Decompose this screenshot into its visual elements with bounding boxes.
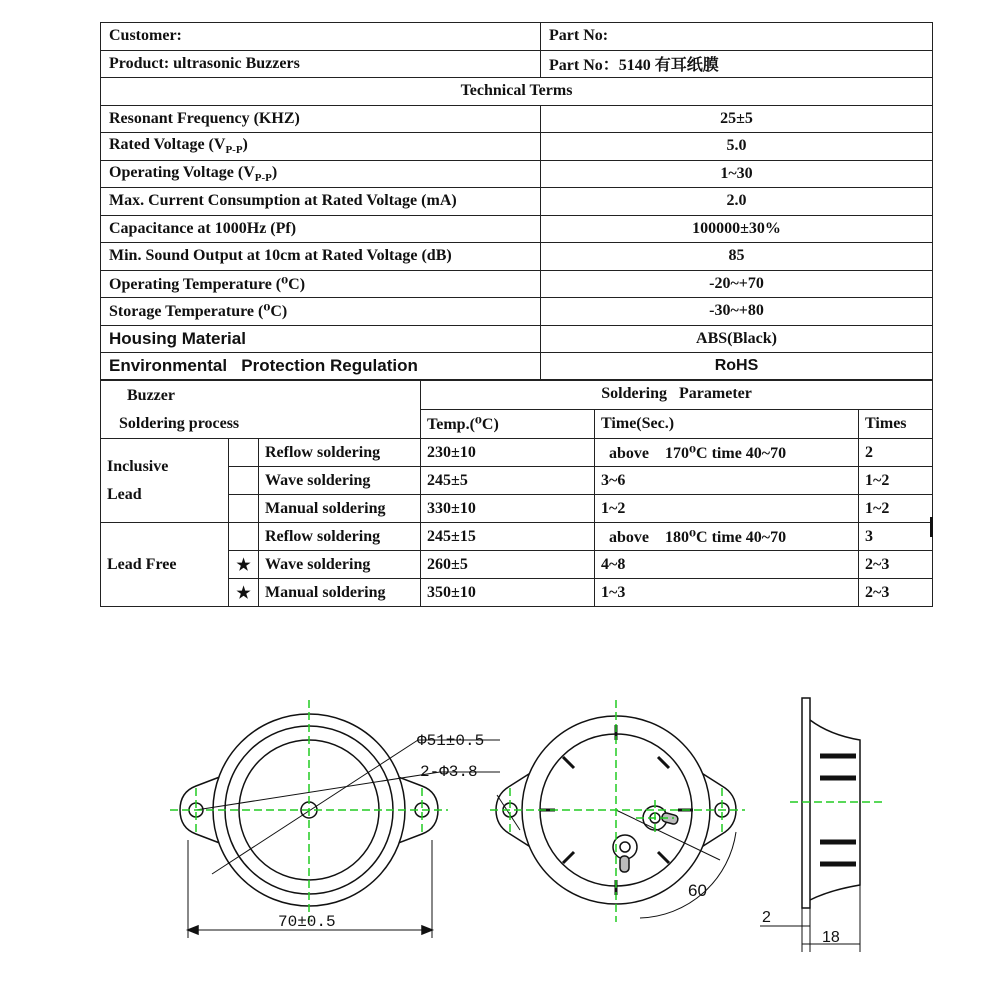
soldering-header-row	[101, 380, 933, 410]
margin-mark	[930, 517, 933, 537]
spec-value: 5.0	[541, 133, 933, 161]
time-cell: 1~2	[595, 495, 859, 523]
spec-label: Environmental Protection Regulation	[101, 353, 541, 381]
spec-label: Rated Voltage $(V_{P-P})$	[101, 133, 541, 161]
section-title: Technical Terms	[101, 78, 933, 106]
process-cell: Manual soldering	[259, 495, 421, 523]
spec-label: Operating Voltage $(V_{P-P})$	[101, 160, 541, 188]
process-cell: Wave soldering	[259, 551, 421, 579]
temp-cell: 245±15	[421, 523, 595, 551]
times-cell: 2	[859, 439, 933, 467]
times-cell: 1~2	[859, 495, 933, 523]
soldering-title-line1: Buzzer	[127, 387, 175, 404]
spec-value: 100000±30%	[541, 215, 933, 243]
temp-cell: 245±5	[421, 467, 595, 495]
spec-row	[101, 160, 933, 188]
spec-value: 85	[541, 243, 933, 271]
soldering-table	[100, 379, 933, 607]
process-cell: Wave soldering	[259, 467, 421, 495]
dim-angle-label: 60	[688, 881, 707, 900]
times-cell: 1~2	[859, 467, 933, 495]
soldering-title-line2: Soldering process	[119, 415, 240, 432]
spec-row	[101, 188, 933, 216]
temp-cell: 350±10	[421, 579, 595, 607]
star-icon: ★	[229, 551, 259, 579]
spec-sheet	[100, 22, 932, 607]
spec-value: -30~+80	[541, 298, 933, 326]
technical-terms-table	[100, 22, 933, 381]
spec-value: RoHS	[541, 353, 933, 381]
temp-cell: 260±5	[421, 551, 595, 579]
spec-value: 2.0	[541, 188, 933, 216]
group-name: Inclusive Lead	[101, 439, 229, 523]
spec-row	[101, 133, 933, 161]
spec-label: Capacitance at 1000Hz (Pf)	[101, 215, 541, 243]
times-cell: 3	[859, 523, 933, 551]
spec-row	[101, 215, 933, 243]
time-cell: above 180⁰C time 40~70	[595, 523, 859, 551]
spec-row	[101, 298, 933, 326]
star-cell	[229, 523, 259, 551]
spec-value: 1~30	[541, 160, 933, 188]
spec-label: Max. Current Consumption at Rated Voltage (mA)	[101, 188, 541, 216]
spec-value: 25±5	[541, 105, 933, 133]
time-cell: 4~8	[595, 551, 859, 579]
soldering-parameter-title: Soldering Parameter	[421, 380, 933, 410]
spec-label: Operating Temperature (⁰C)	[101, 270, 541, 298]
spec-value: -20~+70	[541, 270, 933, 298]
group-name: Lead Free	[101, 523, 229, 607]
spec-row	[101, 325, 933, 353]
spec-row	[101, 353, 933, 381]
side-flange	[802, 698, 810, 908]
process-cell: Manual soldering	[259, 579, 421, 607]
dim-width-label: 70±0.5	[278, 913, 336, 931]
col-times: Times	[859, 409, 933, 439]
process-cell: Reflow soldering	[259, 523, 421, 551]
star-cell	[229, 495, 259, 523]
spec-value: ABS(Black)	[541, 325, 933, 353]
times-cell: 2~3	[859, 579, 933, 607]
spec-row	[101, 243, 933, 271]
table-row	[101, 439, 933, 467]
spec-label: Storage Temperature (⁰C)	[101, 298, 541, 326]
technical-drawing	[0, 660, 1000, 960]
part-no-label: Part No:	[541, 23, 933, 51]
table-row	[101, 523, 933, 551]
star-icon: ★	[229, 579, 259, 607]
customer-label: Customer:	[101, 23, 541, 51]
side-body	[810, 720, 860, 900]
spec-label: Min. Sound Output at 10cm at Rated Voltage (dB)	[101, 243, 541, 271]
customer-row	[101, 23, 933, 51]
spec-row	[101, 105, 933, 133]
spec-label: Resonant Frequency (KHZ)	[101, 105, 541, 133]
side-ribs	[820, 756, 856, 864]
dim-holes-label: 2-Φ3.8	[420, 763, 478, 781]
soldering-process-title	[101, 380, 421, 439]
product-row	[101, 50, 933, 78]
temp-cell: 230±10	[421, 439, 595, 467]
side-view	[760, 698, 860, 952]
col-temp: Temp.(⁰C)	[421, 409, 595, 439]
dim-height-label: 18	[822, 929, 840, 946]
dim-diameter-label: Φ51±0.5	[417, 732, 485, 750]
temp-cell: 330±10	[421, 495, 595, 523]
time-cell: above 170⁰C time 40~70	[595, 439, 859, 467]
star-cell	[229, 439, 259, 467]
times-cell: 2~3	[859, 551, 933, 579]
col-time: Time(Sec.)	[595, 409, 859, 439]
part-no-value: Part No：5140 有耳纸膜	[541, 50, 933, 78]
time-cell: 1~3	[595, 579, 859, 607]
spec-row	[101, 270, 933, 298]
spec-label: Housing Material	[101, 325, 541, 353]
process-cell: Reflow soldering	[259, 439, 421, 467]
dim-thickness-label: 2	[762, 909, 771, 926]
star-cell	[229, 467, 259, 495]
section-title-row	[101, 78, 933, 106]
time-cell: 3~6	[595, 467, 859, 495]
product-label: Product: ultrasonic Buzzers	[101, 50, 541, 78]
